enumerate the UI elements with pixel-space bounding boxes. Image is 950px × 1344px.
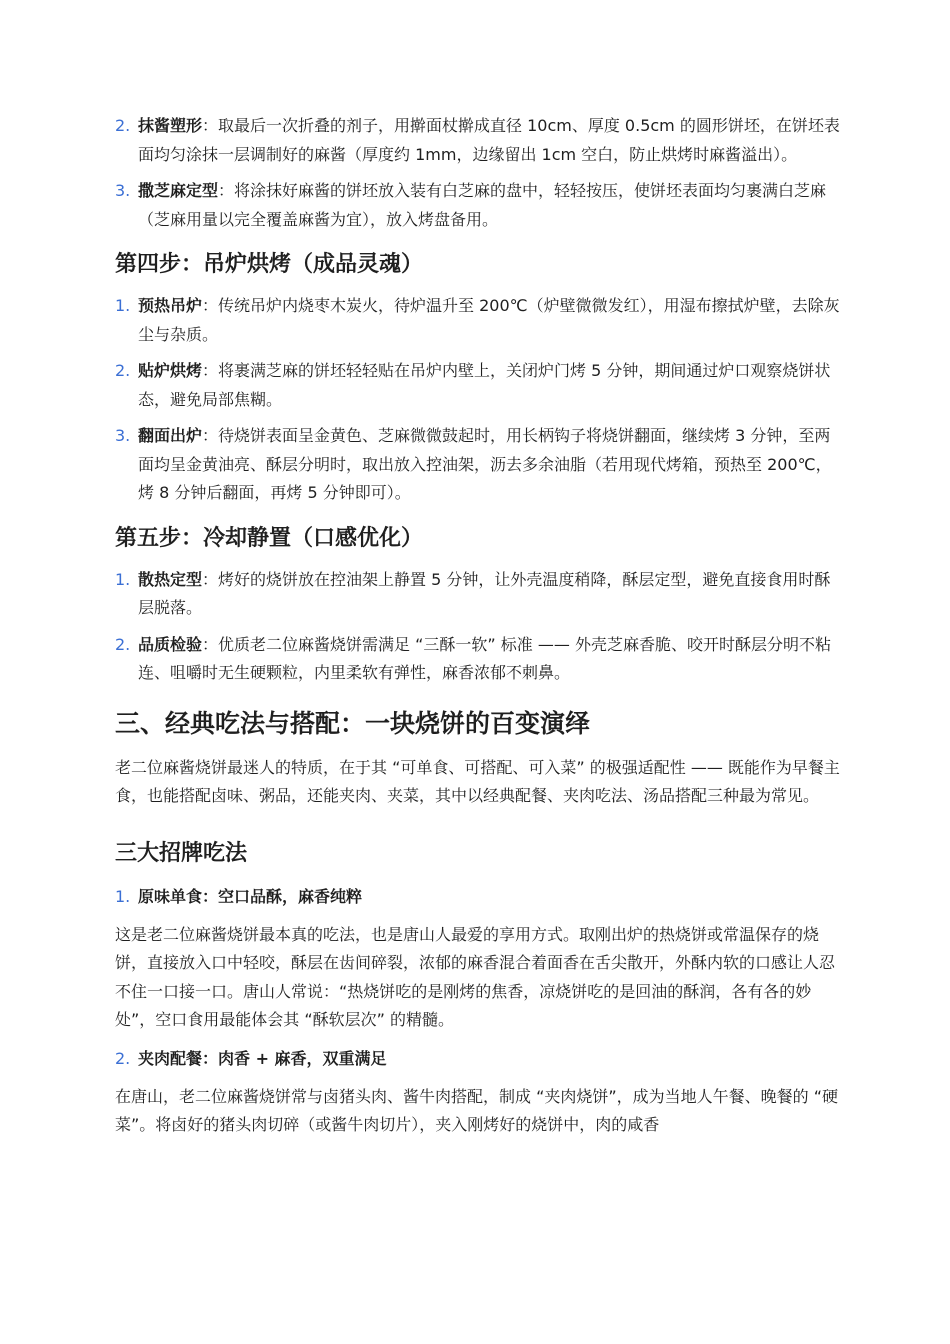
list-item: 3. 翻面出炉：待烧饼表面呈金黄色、芝麻微微鼓起时，用长柄钩子将烧饼翻面，继续烤 3 分钟，至两面均呈金黄油亮、酥层分明时，取出放入控油架，沥去多余油脂（若用现代烤箱，预热至 200℃，烤 8 分钟后翻面，再烤 5 分钟即可）。 — [115, 426, 832, 502]
item-title: 贴炉烘烤 — [138, 361, 203, 380]
section3-intro: 老二位麻酱烧饼最迷人的特质，在于其 “可单食、可搭配、可入菜” 的极强适配性 —— 既能作为早餐主食，也能搭配卤味、粥品，还能夹肉、夹菜，其中以经典配餐、夹肉吃法、汤品搭配三种最为常见。 — [115, 757, 840, 805]
item-title: 品质检验 — [138, 634, 203, 654]
step4-list — [115, 292, 840, 508]
item-text: ：将裹满芝麻的饼坯轻轻贴在吊炉内壁上，关闭炉门烤 5 分钟，期间通过炉口观察烧饼状态，避免局部焦糊。 — [138, 361, 831, 409]
methods-heading: 三大招牌吃法 — [115, 840, 248, 866]
item-text: ：烤好的烧饼放在控油架上静置 5 分钟，让外壳温度稍降，酥层定型，避免直接食用时酥层脱落。 — [138, 569, 831, 617]
item-title: 撒芝麻定型 — [138, 181, 219, 200]
item-title: 抹酱塑形 — [138, 116, 203, 135]
list-item: 2. 品质检验：优质老二位麻酱烧饼需满足 “三酥一软” 标准 —— 外壳芝麻香脆、咬开时酥层分明不粘连、咀嚼时无生硬颗粒，内里柔软有弹性，麻香浓郁不刺鼻。 — [115, 634, 831, 682]
method-1-title: 1. 原味单食：空口品酥，麻香纯粹 — [115, 886, 363, 906]
step5-heading: 第五步：冷却静置（口感优化） — [115, 525, 424, 551]
list-item: 2. 抹酱塑形：取最后一次折叠的剂子，用擀面杖擀成直径 10cm、厚度 0.5cm 的圆形饼坯，在饼坯表面均匀涂抹一层调制好的麻酱（厚度约 1mm，边缘留出 1cm 空白，防止烘烤时麻酱溢出）。 — [115, 116, 840, 164]
list-item: 3. 撒芝麻定型：将涂抹好麻酱的饼坯放入装有白芝麻的盘中，轻轻按压，使饼坯表面均匀裹满白芝麻（芝麻用量以完全覆盖麻酱为宜），放入烤盘备用。 — [115, 181, 827, 229]
list-item: 1. 散热定型：烤好的烧饼放在控油架上静置 5 分钟，让外壳温度稍降，酥层定型，避免直接食用时酥层脱落。 — [115, 569, 831, 617]
item-title: 散热定型 — [138, 569, 203, 589]
list-item: 1. 预热吊炉：传统吊炉内烧枣木炭火，待炉温升至 200℃（炉壁微微发红），用湿布擦拭炉壁，去除灰尘与杂质。 — [115, 296, 840, 344]
step3-list — [115, 112, 840, 234]
document-page — [115, 112, 840, 1140]
section3-heading: 三、经典吃法与搭配：一块烧饼的百变演绎 — [115, 708, 591, 738]
item-text: ：取最后一次折叠的剂子，用擀面杖擀成直径 10cm、厚度 0.5cm 的圆形饼坯，在饼坯表面均匀涂抹一层调制好的麻酱（厚度约 1mm，边缘留出 1cm 空白，防止烘烤时麻酱溢出）。 — [138, 116, 840, 164]
method-1-body: 这是老二位麻酱烧饼最本真的吃法，也是唐山人最爱的享用方式。取刚出炉的热烧饼或常温保存的烧饼，直接放入口中轻咬，酥层在齿间碎裂，浓郁的麻香混合着面香在舌尖散开，外酥内软的口感让人忍不住一口接一口。唐山人常说：“热烧饼吃的是刚烤的焦香，凉烧饼吃的是回油的酥润，各有各的妙处”，空口食用最能体会其 “酥软层次” 的精髓。 — [115, 924, 836, 1029]
method-2-title: 2. 夹肉配餐：肉香 + 麻香，双重满足 — [115, 1048, 387, 1068]
item-text: ：优质老二位麻酱烧饼需满足 “三酥一软” 标准 —— 外壳芝麻香脆、咬开时酥层分明不粘连、咀嚼时无生硬颗粒，内里柔软有弹性，麻香浓郁不刺鼻。 — [138, 634, 831, 682]
method-2-body: 在唐山，老二位麻酱烧饼常与卤猪头肉、酱牛肉搭配，制成 “夹肉烧饼”，成为当地人午餐、晚餐的 “硬菜”。将卤好的猪头肉切碎（或酱牛肉切片），夹入刚烤好的烧饼中，肉的咸香 — [115, 1086, 839, 1134]
list-item: 2. 贴炉烘烤：将裹满芝麻的饼坯轻轻贴在吊炉内壁上，关闭炉门烤 5 分钟，期间通过炉口观察烧饼状态，避免局部焦糊。 — [115, 361, 831, 409]
item-text: ：将涂抹好麻酱的饼坯放入装有白芝麻的盘中，轻轻按压，使饼坯表面均匀裹满白芝麻（芝麻用量以完全覆盖麻酱为宜），放入烤盘备用。 — [138, 181, 827, 229]
item-text: ：传统吊炉内烧枣木炭火，待炉温升至 200℃（炉壁微微发红），用湿布擦拭炉壁，去除灰尘与杂质。 — [138, 296, 840, 344]
item-text: ：待烧饼表面呈金黄色、芝麻微微鼓起时，用长柄钩子将烧饼翻面，继续烤 3 分钟，至两面均呈金黄油亮、酥层分明时，取出放入控油架，沥去多余油脂（若用现代烤箱，预热至 200℃，烤 8 分钟后翻面，再烤 5 分钟即可）。 — [138, 426, 832, 502]
item-title: 预热吊炉 — [138, 296, 203, 315]
step5-list — [115, 566, 840, 688]
step4-heading: 第四步：吊炉烘烤（成品灵魂） — [115, 252, 424, 277]
item-title: 翻面出炉 — [138, 426, 203, 445]
